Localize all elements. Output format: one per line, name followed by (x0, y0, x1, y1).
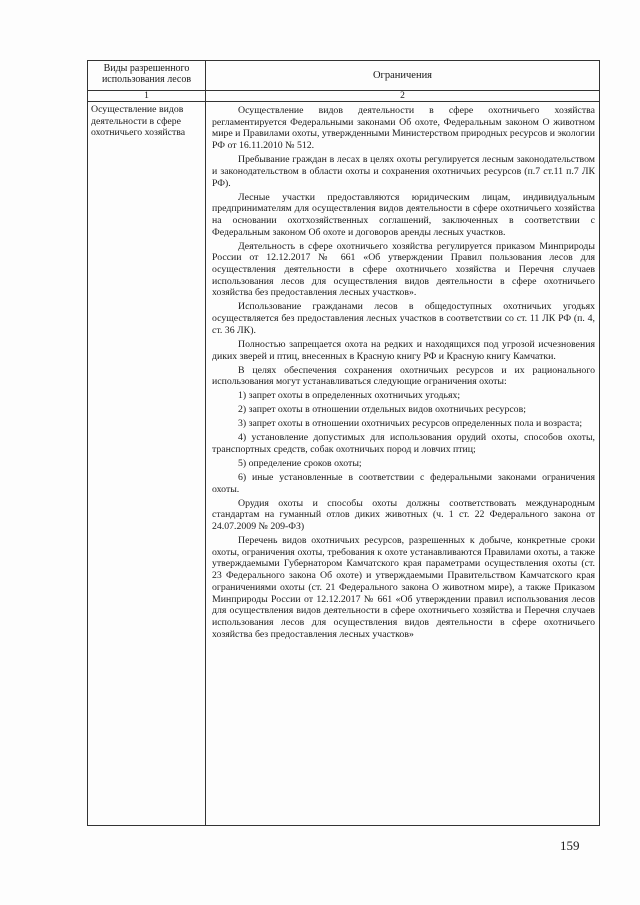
table-row (88, 102, 600, 826)
column-number-1: 1 (88, 91, 206, 102)
column-number-row (88, 91, 600, 102)
list-item: 4) установление допустимых для использования орудий охоты, способов охоты, транспортных средств, собак охотничьих пород и ловчих птиц; (212, 432, 595, 455)
paragraph-land-plots: Лесные участки предоставляются юридическим лицам, индивидуальным предпринимателям для осуществления видов деятельности в сфере охотничьего хозяйства на основании охотхозяйственных соглашений, заключенных в соответствии с Федеральным законом Об охоте и договоров аренды лесных участков. (212, 191, 595, 238)
paragraph-order-661: Деятельность в сфере охотничьего хозяйства регулируется приказом Минприроды России от 12.12.2017 № 661 «Об утверждении Правил пользования лесов для осуществления деятельности в сфере охотничьего хозяйства и Перечня случаев использования лесов для осуществления видов деятельности в сфере охотничьего хозяйства без предоставления лесных участков». (212, 240, 595, 299)
restrictions-table (87, 60, 600, 826)
paragraph-citizens-stay: Пребывание граждан в лесах в целях охоты регулируется лесным законодательством и законодательством в области охоты и сохранения охотничьих ресурсов (п.7 ст.11 п.7 ЛК РФ). (212, 154, 595, 189)
column-number-2: 2 (206, 91, 600, 102)
list-item: 2) запрет охоты в отношении отдельных видов охотничьих ресурсов; (238, 404, 526, 416)
list-item: 6) иные установленные в соответствии с федеральными законами ограничения охоты. (212, 471, 595, 495)
list-item: 5) определение сроков охоты; (238, 457, 362, 469)
list-item: 3) запрет охоты в отношении охотничьих ресурсов определенных пола и возраста; (238, 418, 583, 430)
forest-use-type-cell: Осуществление видов деятельности в сфере охотничьего хозяйства (88, 102, 206, 826)
table-header-row (88, 61, 600, 91)
header-cell-forest-use-types: Виды разрешенного использования лесов (88, 61, 206, 91)
paragraph-regulation: Осуществление видов деятельности в сфере охотничьего хозяйства регламентируется Федеральными законами Об охоте, Федеральным законом О животном мире и Правилами охоты, утвержденными Министерством природных ресурсов и экологии РФ от 16.11.2010 № 512. (212, 105, 595, 152)
paragraph-public-lands: Использование гражданами лесов в общедоступных охотничьих угодьях осуществляется без предоставления лесных участков в соответствии со ст. 11 ЛК РФ (п. 4, ст. 36 ЛК). (212, 301, 595, 336)
list-item: 1) запрет охоты в определенных охотничьих угодьях; (238, 390, 461, 402)
restrictions-cell (206, 102, 600, 826)
header-cell-restrictions: Ограничения (206, 61, 600, 91)
paragraph-resource-list: Перечень видов охотничьих ресурсов, разрешенных к добыче, конкретные сроки охоты, ограничения охоты, требования к охоте устанавливаются Правилами охоты, а также утверждаемыми Губернатором Камчатского края параметрами осуществления охоты (ст. 23 Федерального закона Об охоте) и утверждаемыми Правительством Камчатского края ограничениями охоты (ст. 21 Федерального закона О животном мире), а также Приказом Минприроды России от 12.12.2017 № 661 «Об утверждении правил использования лесов для осуществления видов деятельности в сфере охотничьего хозяйства и Перечня случаев использования лесов для осуществления видов деятельности в сфере охотничьего хозяйства без предоставления лесных участков» (212, 535, 595, 640)
paragraph-hunting-tools: Орудия охоты и способы охоты должны соответствовать международным стандартам на гуманный отлов диких животных (ч. 1 ст. 22 Федерального закона от 24.07.2009 № 209-ФЗ) (212, 497, 595, 533)
paragraph-red-book: Полностью запрещается охота на редких и находящихся под угрозой исчезновения диких зверей и птиц, внесенных в Красную книгу РФ и Красную книгу Камчатки. (212, 338, 595, 362)
page-number: 159 (560, 838, 580, 853)
paragraph-restrictions-intro: В целях обеспечения сохранения охотничьих ресурсов и их рационального использования могут устанавливаться следующие ограничения охоты: (212, 364, 595, 388)
